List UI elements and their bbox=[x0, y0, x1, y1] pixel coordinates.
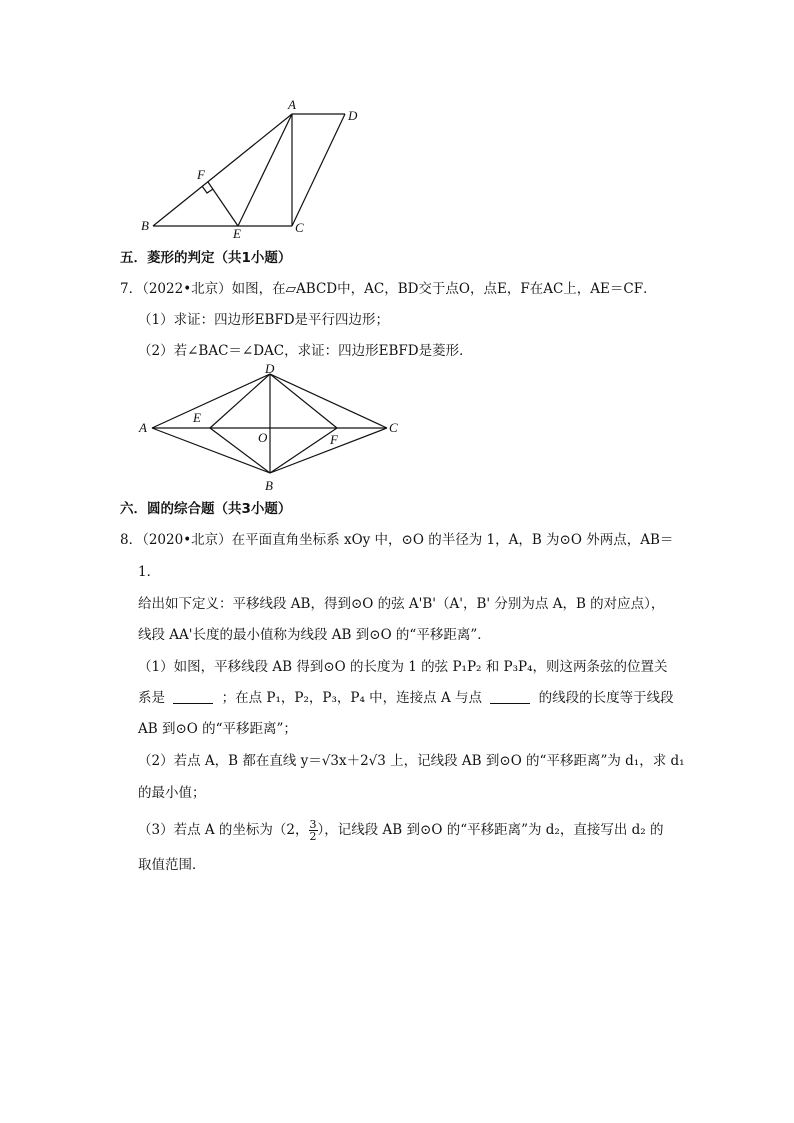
segment-ae bbox=[238, 114, 292, 226]
segment-de bbox=[210, 374, 270, 428]
label-f: F bbox=[197, 167, 205, 182]
fraction-denominator: 2 bbox=[309, 830, 317, 843]
label-c: C bbox=[389, 420, 398, 435]
answer-blank-1[interactable] bbox=[173, 689, 213, 704]
q8-stem-line1: 8．（2020•北京）在平面直角坐标系 xOy 中，⊙O 的半径为 1，A，B 为⊙O 外两点，AB＝ bbox=[120, 532, 674, 548]
q8-part1-line3: AB 到⊙O 的“平移距离”； bbox=[138, 721, 297, 737]
q8-part1-text-b: ；在点 P₁，P₂，P₃，P₄ 中，连接点 A 与点 bbox=[221, 690, 482, 706]
q7-part1: （1）求证：四边形EBFD是平行四边形； bbox=[138, 312, 390, 328]
q8-part3-line2: 取值范围． bbox=[138, 857, 206, 873]
q8-part2-line1: （2）若点 A，B 都在直线 y＝√3x＋2√3 上，记线段 AB 到⊙O 的“平移距离”为 d₁，求 d₁ bbox=[138, 753, 685, 769]
q8-def-line1: 给出如下定义：平移线段 AB，得到⊙O 的弦 A'B'（A'，B' 分别为点 A，B 的对应点）， bbox=[138, 596, 665, 612]
q8-part3-text-b: ），记线段 AB 到⊙O 的“平移距离”为 d₂，直接写出 d₂ 的 bbox=[317, 822, 664, 838]
segment-ba bbox=[153, 114, 292, 226]
fraction-numerator: 3 bbox=[309, 818, 317, 831]
figure-2 bbox=[132, 362, 412, 494]
label-f: F bbox=[330, 432, 338, 447]
segment-ef bbox=[208, 182, 238, 226]
segment-dc bbox=[292, 114, 345, 226]
section-6-heading: 六．圆的综合题（共3小题） bbox=[120, 501, 292, 517]
label-e: E bbox=[233, 226, 241, 238]
label-b: B bbox=[141, 218, 149, 233]
q7-stem: 7．（2022•北京）如图，在▱ABCD中，AC，BD交于点O，点E，F在AC上，AE＝CF． bbox=[120, 281, 657, 297]
answer-blank-2[interactable] bbox=[490, 689, 530, 704]
q8-part1-line2 bbox=[138, 688, 698, 708]
segment-cb bbox=[270, 428, 387, 473]
label-a: A bbox=[288, 97, 296, 112]
label-c: C bbox=[295, 220, 304, 235]
segment-df bbox=[270, 374, 337, 428]
label-a: A bbox=[139, 420, 147, 435]
q8-part1-text-a: 系是 bbox=[138, 690, 165, 706]
segment-ba bbox=[152, 428, 270, 473]
q8-def-line2: 线段 AA'长度的最小值称为线段 AB 到⊙O 的“平移距离”． bbox=[138, 627, 491, 643]
q8-part3-line1 bbox=[138, 819, 698, 842]
segment-dc bbox=[270, 374, 387, 428]
label-b: B bbox=[265, 478, 273, 493]
q7-part2: （2）若∠BAC＝∠DAC，求证：四边形EBFD是菱形． bbox=[138, 343, 473, 359]
label-o: O bbox=[258, 430, 268, 445]
label-e: E bbox=[193, 410, 201, 425]
segment-ad bbox=[152, 374, 270, 428]
q8-stem-line2: 1． bbox=[138, 564, 161, 580]
q8-part3-text-a: （3）若点 A 的坐标为（2， bbox=[138, 822, 309, 838]
label-d: D bbox=[265, 362, 275, 376]
section-5-heading: 五．菱形的判定（共1小题） bbox=[120, 250, 292, 266]
q8-part1-text-c: 的线段的长度等于线段 bbox=[538, 690, 674, 706]
figure-1 bbox=[138, 96, 368, 238]
q8-part1-line1: （1）如图，平移线段 AB 得到⊙O 的长度为 1 的弦 P₁P₂ 和 P₃P₄，则这两条弦的位置关 bbox=[138, 659, 668, 675]
q8-part2-line2: 的最小值； bbox=[138, 785, 206, 801]
label-d: D bbox=[348, 108, 358, 123]
fraction-three-halves bbox=[309, 819, 318, 842]
